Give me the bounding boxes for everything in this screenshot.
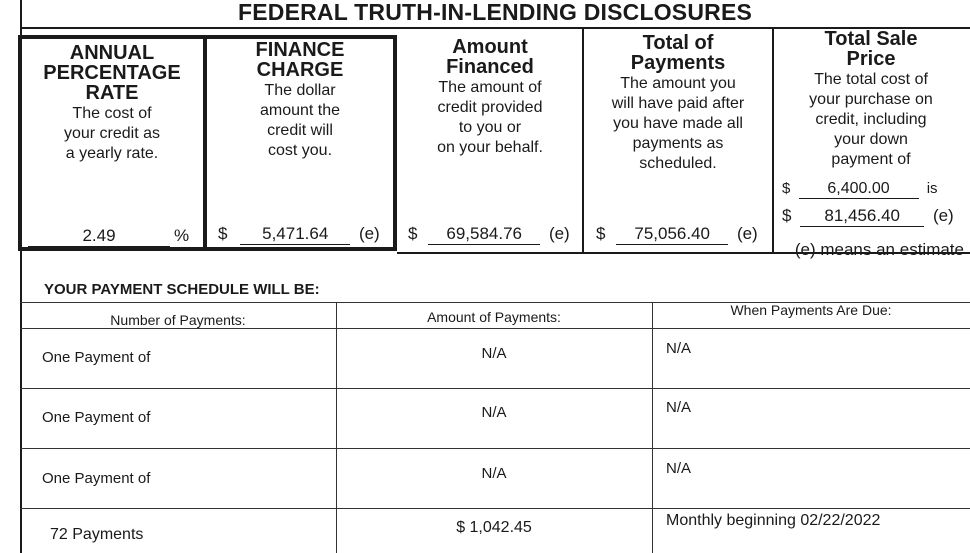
payments-desc-2: will have paid after bbox=[611, 95, 745, 112]
schedule-col-divider-1 bbox=[336, 302, 337, 553]
schedule-row-line-3 bbox=[20, 508, 970, 509]
apr-heading-2: PERCENTAGE bbox=[43, 62, 181, 84]
amount-financed-column bbox=[400, 37, 580, 157]
apr-desc-3: a yearly rate. bbox=[65, 145, 159, 162]
down-payment-row bbox=[782, 180, 968, 199]
row2-amount: N/A bbox=[481, 404, 507, 421]
payments-value: 75,056.40 bbox=[616, 224, 728, 245]
schedule-row-line-1 bbox=[20, 388, 970, 389]
sale-value: 81,456.40 bbox=[800, 206, 924, 227]
finance-est: (e) bbox=[358, 224, 380, 243]
payments-est: (e) bbox=[736, 224, 758, 243]
row4-number: 72 Payments bbox=[50, 526, 144, 543]
sale-dollar-sign: $ bbox=[782, 206, 792, 225]
row4-amount: $ 1,042.45 bbox=[456, 519, 532, 536]
financed-value-row bbox=[408, 224, 580, 245]
finance-desc-2: amount the bbox=[259, 102, 341, 119]
finance-heading-1: FINANCE bbox=[255, 39, 345, 61]
row4-due: Monthly beginning 02/22/2022 bbox=[666, 512, 881, 529]
sale-desc-2: your purchase on bbox=[809, 91, 933, 108]
down-payment-is: is bbox=[926, 180, 938, 197]
financed-heading-2: Financed bbox=[446, 56, 534, 78]
row1-number: One Payment of bbox=[42, 349, 151, 366]
apr-heading-1: ANNUAL bbox=[69, 42, 155, 64]
payments-desc-1: The amount you bbox=[620, 75, 736, 92]
row1-due: N/A bbox=[666, 340, 692, 357]
apr-desc-1: The cost of bbox=[72, 105, 152, 122]
finance-desc-1: The dollar bbox=[264, 82, 336, 99]
financed-desc-2: credit provided bbox=[437, 99, 543, 116]
row3-due: N/A bbox=[666, 460, 692, 477]
sale-desc-1: The total cost of bbox=[814, 71, 928, 88]
financed-dollar-sign: $ bbox=[408, 224, 418, 243]
row3-number: One Payment of bbox=[42, 470, 151, 487]
apr-heading-3: RATE bbox=[85, 82, 139, 104]
sale-value-row bbox=[782, 206, 968, 227]
header-amount-of-payments: Amount of Payments: bbox=[427, 309, 561, 325]
apr-value-row bbox=[28, 226, 204, 247]
payments-desc-3: you have made all bbox=[613, 115, 743, 132]
down-payment-value: 6,400.00 bbox=[799, 180, 919, 199]
col-divider-4 bbox=[772, 28, 774, 254]
sale-heading-2: Price bbox=[846, 48, 896, 70]
sale-desc-5: payment of bbox=[831, 151, 911, 168]
payments-desc-5: scheduled. bbox=[639, 155, 717, 172]
sale-est: (e) bbox=[932, 206, 954, 225]
row3-amount: N/A bbox=[481, 465, 507, 482]
row2-number: One Payment of bbox=[42, 409, 151, 426]
total-payments-column bbox=[586, 33, 770, 173]
header-when-due: When Payments Are Due: bbox=[730, 302, 892, 318]
down-dollar-sign: $ bbox=[782, 180, 791, 197]
form-title: FEDERAL TRUTH-IN-LENDING DISCLOSURES bbox=[237, 0, 753, 25]
schedule-row-line-2 bbox=[20, 448, 970, 449]
apr-column bbox=[24, 43, 200, 163]
financed-desc-1: The amount of bbox=[438, 79, 542, 96]
payments-heading-1: Total of bbox=[642, 32, 714, 54]
finance-value: 5,471.64 bbox=[240, 224, 350, 245]
finance-value-row bbox=[218, 224, 394, 245]
apr-percent-sign: % bbox=[174, 226, 190, 245]
apr-value: 2.49 bbox=[28, 226, 170, 247]
schedule-title: YOUR PAYMENT SCHEDULE WILL BE: bbox=[44, 281, 320, 298]
total-sale-price-column bbox=[776, 29, 966, 169]
finance-dollar-sign: $ bbox=[218, 224, 228, 243]
header-number-of-payments: Number of Payments: bbox=[110, 312, 246, 328]
finance-charge-column bbox=[210, 40, 390, 160]
row1-amount: N/A bbox=[481, 345, 507, 362]
financed-heading-1: Amount bbox=[452, 36, 528, 58]
row2-due: N/A bbox=[666, 399, 692, 416]
schedule-col-divider-2 bbox=[652, 302, 653, 553]
financed-value: 69,584.76 bbox=[428, 224, 540, 245]
schedule-header-line bbox=[20, 328, 970, 329]
payments-desc-4: payments as bbox=[632, 135, 724, 152]
finance-desc-4: cost you. bbox=[267, 142, 333, 159]
financed-desc-3: to you or bbox=[458, 119, 522, 136]
financed-desc-4: on your behalf. bbox=[437, 139, 543, 156]
sale-desc-3: credit, including bbox=[815, 111, 927, 128]
sale-heading-1: Total Sale bbox=[824, 28, 918, 50]
payments-heading-2: Payments bbox=[630, 52, 726, 74]
financed-est: (e) bbox=[548, 224, 570, 243]
finance-desc-3: credit will bbox=[267, 122, 333, 139]
apr-desc-2: your credit as bbox=[63, 125, 161, 142]
estimate-note: (e) means an estimate bbox=[794, 240, 964, 259]
finance-heading-2: CHARGE bbox=[256, 59, 344, 81]
col-divider-3 bbox=[582, 28, 584, 254]
payments-dollar-sign: $ bbox=[596, 224, 606, 243]
sale-desc-4: your down bbox=[834, 131, 908, 148]
